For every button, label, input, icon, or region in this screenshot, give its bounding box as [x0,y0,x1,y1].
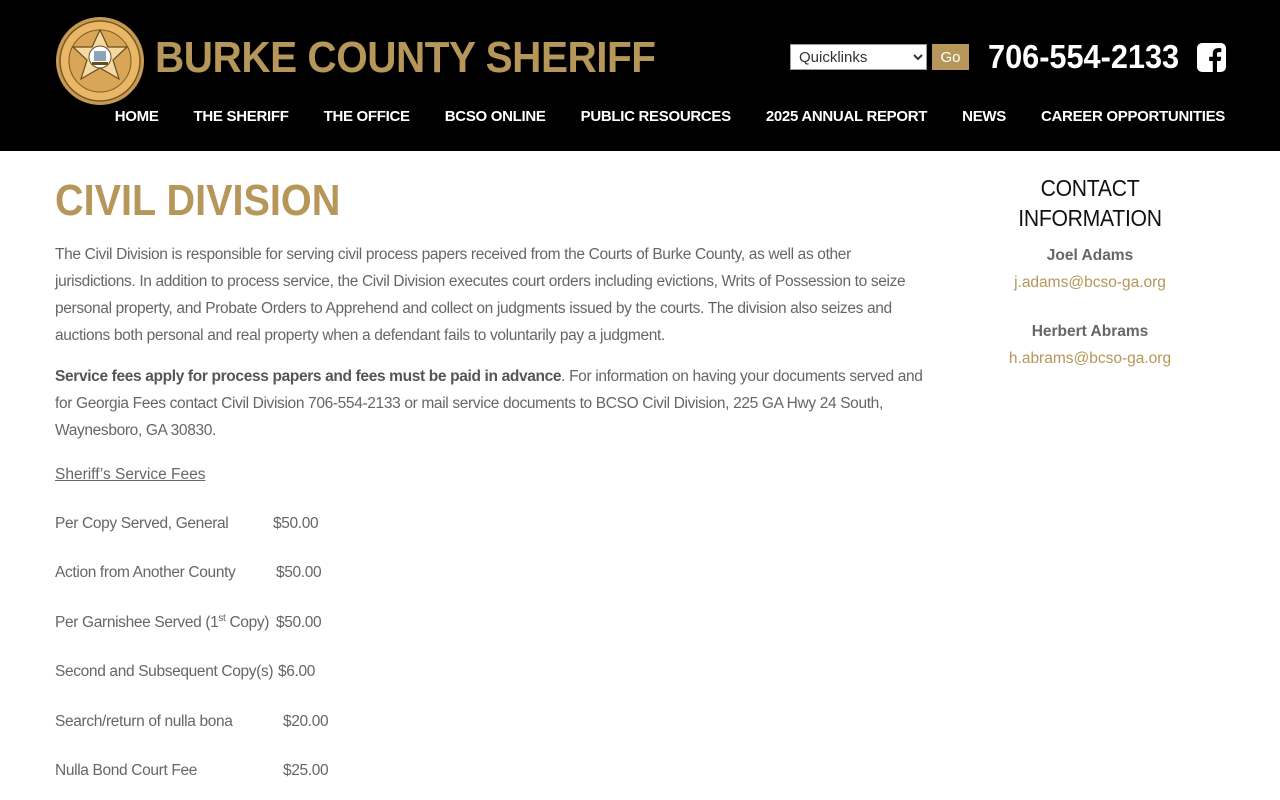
fee-row [55,761,925,781]
fees-notice-bold: Service fees apply for process papers and fees must be paid in advance [55,368,562,385]
nav-home[interactable]: HOME [114,108,159,125]
fee-label: Action from Another County [55,564,236,581]
fees-notice-paragraph [55,363,925,444]
fee-amount: $50.00 [276,613,322,631]
fee-amount: $50.00 [273,514,319,532]
main-content [55,151,925,781]
fee-amount: $25.00 [283,762,329,779]
fee-label: Search/return of nulla bona [55,712,233,730]
nav-public-resources[interactable]: PUBLIC RESOURCES [580,108,731,125]
contact-sidebar [960,151,1220,370]
nav-annual-report[interactable]: 2025 ANNUAL REPORT [765,108,928,125]
main-nav [115,106,1225,128]
sheriff-badge-logo[interactable] [55,16,145,106]
go-button[interactable]: Go [932,44,969,70]
fees-notice-text: . For information on having your documents served and for Georgia Fees contact Civil Division 706-554-2133 or mail service documents to BCSO Civil Division, 225 GA Hwy 24 South, Waynesboro, GA 30830. [55,368,923,439]
fee-label: Per Garnishee Served (1st Copy) [55,612,270,631]
nav-the-office[interactable]: THE OFFICE [323,108,410,125]
nav-the-sheriff[interactable]: THE SHERIFF [193,108,289,125]
fee-row [55,712,925,732]
fee-amount: $50.00 [276,564,322,581]
fee-label: Second and Subsequent Copy(s) [55,663,274,680]
nav-news[interactable]: NEWS [962,108,1006,125]
site-title[interactable]: BURKE COUNTY SHERIFF [155,33,656,82]
header-phone[interactable]: 706-554-2133 [988,38,1180,75]
fees-heading: Sheriff’s Service Fees [55,466,206,483]
fee-amount: $6.00 [278,663,316,680]
site-header [0,0,1280,151]
nav-bcso-online[interactable]: BCSO ONLINE [444,108,546,125]
facebook-icon[interactable] [1197,43,1226,72]
intro-paragraph: The Civil Division is responsible for serving civil process papers received from the Courts of Burke County, as well as other jurisdictions. In addition to process service, the Civil Division executes court orders including evictions, Writs of Possession to seize personal property, and Probate Orders to Apprehend and collect on judgments issued by the courts. The division also seizes and auctions both personal and real property when a defendant fails to voluntarily pay a judgment. [55,246,906,344]
fee-label: Per Copy Served, General [55,514,229,532]
fee-amount: $20.00 [283,712,329,730]
contact-name: Joel Adams [1046,247,1134,264]
contact-heading: CONTACT INFORMATION [1018,175,1162,231]
quicklinks-select[interactable] [790,44,927,70]
fee-row [55,613,925,633]
fee-row [55,563,925,583]
contact-name: Herbert Abrams [1031,323,1149,340]
contact-email-link[interactable]: h.abrams@bcso-ga.org [1008,350,1172,367]
fee-row [55,514,925,534]
contact-email-link[interactable]: j.adams@bcso-ga.org [1014,274,1166,291]
fee-row [55,662,925,682]
page-title: CIVIL DIVISION [55,176,341,225]
fee-label: Nulla Bond Court Fee [55,762,198,779]
nav-career-opportunities[interactable]: CAREER OPPORTUNITIES [1040,108,1225,125]
